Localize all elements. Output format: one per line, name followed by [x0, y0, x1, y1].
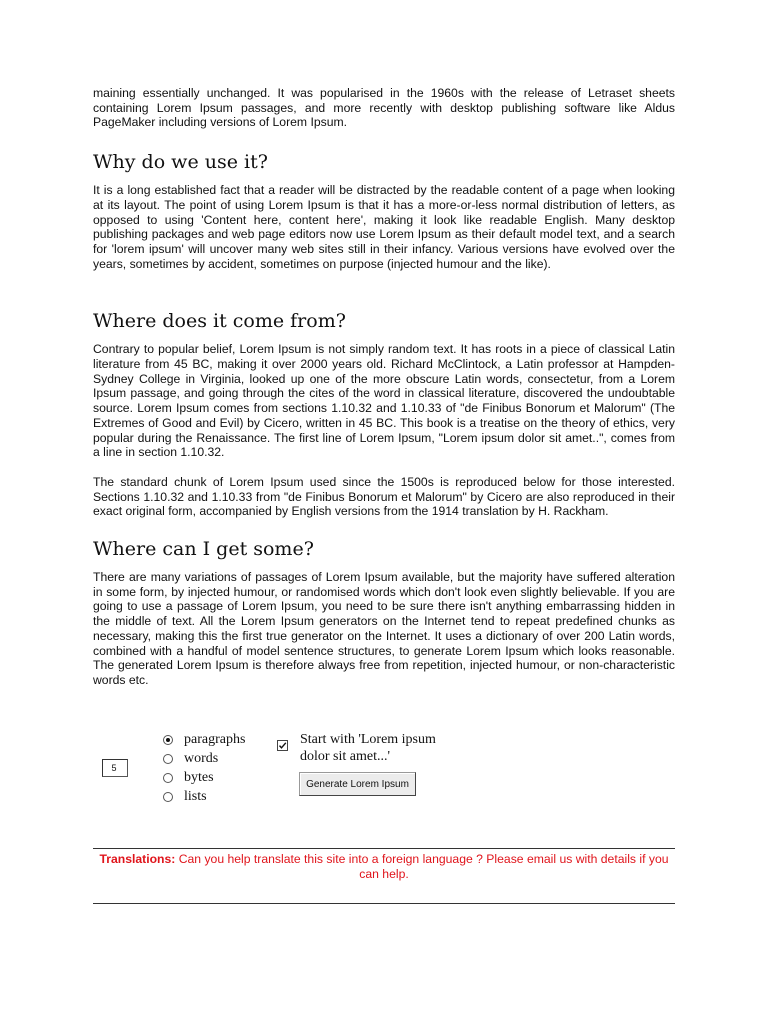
amount-input[interactable]: 5 [102, 759, 128, 777]
radio-words[interactable] [163, 754, 173, 764]
where-from-paragraph-1: Contrary to popular belief, Lorem Ipsum is not simply random text. It has roots in a piece of classical Latin literature from 45 BC, making it over 2000 years old. Richard McClintock, a Latin professor at Hampden-Sydney College in Virginia, looked up one of the more obscure Latin words, consectetur, from a Lorem Ipsum passage, and going through the cites of the word in classical literature, discovered the undoubtable source. Lorem Ipsum comes from sections 1.10.32 and 1.10.33 of "de Finibus Bonorum et Malorum" (The Extremes of Good and Evil) by Cicero, written in 45 BC. This book is a treatise on the theory of ethics, very popular during the Renaissance. The first line of Lorem Ipsum, "Lorem ipsum dolor sit amet..", comes from a line in section 1.10.32. [93, 342, 675, 460]
radio-bytes[interactable] [163, 773, 173, 783]
why-paragraph: It is a long established fact that a reader will be distracted by the readable content of a page when looking at its layout. The point of using Lorem Ipsum is that it has a more-or-less normal distribution of letters, as opposed to using 'Content here, content here', making it look like readable English. Many desktop publishing packages and web page editors now use Lorem Ipsum as their default model text, and a search for 'lorem ipsum' will uncover many web sites still in their infancy. Various versions have evolved over the years, sometimes by accident, sometimes on purpose (injected humour and the like). [93, 183, 675, 271]
option-paragraphs[interactable] [163, 731, 245, 749]
intro-paragraph: maining essentially unchanged. It was popularised in the 1960s with the release of Letraset sheets containing Lorem Ipsum passages, and more recently with desktop publishing software like Aldus PageMaker including versions of Lorem Ipsum. [93, 86, 675, 130]
generate-button[interactable]: Generate Lorem Ipsum [299, 772, 416, 796]
translations-label: Translations: [99, 852, 176, 866]
translations-text: Can you help translate this site into a foreign language ? Please email us with details if you can help. [178, 852, 669, 881]
checkmark-icon [278, 741, 287, 750]
where-get-heading: Where can I get some? [93, 538, 314, 561]
article [93, 86, 675, 688]
where-from-paragraph-2: The standard chunk of Lorem Ipsum used since the 1500s is reproduced below for those interested. Sections 1.10.32 and 1.10.33 from "de Finibus Bonorum et Malorum" by Cicero are also reproduced in their exact original form, accompanied by English versions from the 1914 translation by H. Rackham. [93, 474, 675, 519]
radio-lists[interactable] [163, 792, 173, 802]
option-paragraphs-label: paragraphs [184, 732, 246, 747]
option-lists-label: lists [184, 789, 207, 804]
why-heading: Why do we use it? [93, 151, 268, 174]
bottom-divider [93, 903, 675, 904]
option-bytes[interactable] [163, 769, 214, 787]
option-bytes-label: bytes [184, 770, 214, 785]
translations-notice [93, 852, 675, 882]
top-divider [93, 848, 675, 849]
start-with-label: Start with 'Lorem ipsum dolor sit amet...' [300, 732, 436, 764]
option-words-label: words [184, 751, 219, 766]
radio-paragraphs[interactable] [163, 735, 173, 745]
where-from-heading: Where does it come from? [93, 310, 346, 333]
option-lists[interactable] [163, 788, 207, 806]
option-words[interactable] [163, 750, 218, 768]
start-with-checkbox[interactable] [277, 740, 288, 751]
where-get-paragraph: There are many variations of passages of Lorem Ipsum available, but the majority have suffered alteration in some form, by injected humour, or randomised words which don't look even slightly believable. If you are going to use a passage of Lorem Ipsum, you need to be sure there isn't anything embarrassing hidden in the middle of text. All the Lorem Ipsum generators on the Internet tend to repeat predefined chunks as necessary, making this the first true generator on the Internet. It uses a dictionary of over 200 Latin words, combined with a handful of model sentence structures, to generate Lorem Ipsum which looks reasonable. The generated Lorem Ipsum is therefore always free from repetition, injected humour, or non-characteristic words etc. [93, 570, 675, 687]
